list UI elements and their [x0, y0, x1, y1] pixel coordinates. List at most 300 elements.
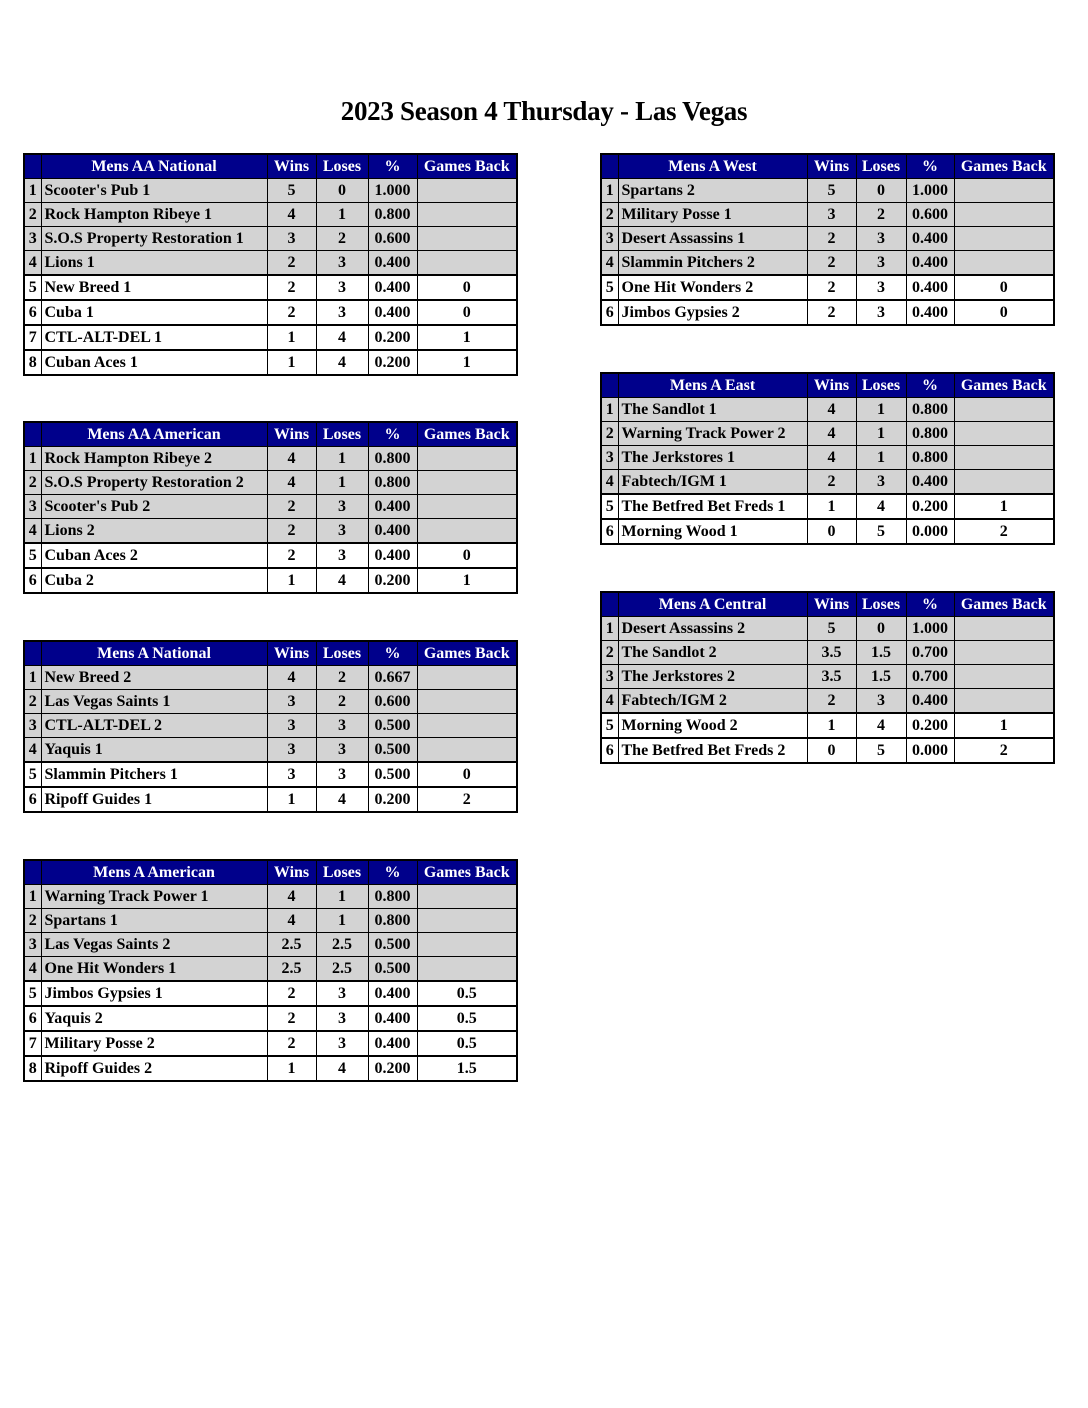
loses-header: Loses — [316, 860, 368, 885]
team-name: Spartans 1 — [41, 909, 267, 933]
standings-row — [24, 325, 517, 350]
rank-cell: 1 — [24, 666, 41, 690]
pct-cell: 0.400 — [906, 300, 954, 325]
pct-cell: 0.600 — [906, 203, 954, 227]
wins-cell: 4 — [267, 909, 316, 933]
standings-row — [601, 422, 1054, 446]
wins-cell: 2 — [267, 543, 316, 568]
rank-cell: 6 — [601, 300, 618, 325]
wins-header: Wins — [807, 154, 856, 179]
wins-cell: 3 — [267, 690, 316, 714]
games-back-cell — [954, 689, 1054, 714]
standings-row — [24, 738, 517, 763]
standings-row — [24, 981, 517, 1006]
rank-cell: 3 — [601, 227, 618, 251]
games-back-cell: 0 — [417, 543, 517, 568]
pct-cell: 0.600 — [368, 227, 417, 251]
rank-cell: 4 — [24, 738, 41, 763]
standings-row — [24, 179, 517, 203]
pct-cell: 1.000 — [906, 179, 954, 203]
games-back-cell: 0 — [954, 275, 1054, 300]
standings-row — [601, 617, 1054, 641]
rank-cell: 2 — [601, 203, 618, 227]
rank-cell: 2 — [24, 471, 41, 495]
wins-cell: 1 — [267, 787, 316, 812]
standings-row — [601, 227, 1054, 251]
pct-cell: 0.400 — [368, 1006, 417, 1031]
wins-cell: 1 — [267, 325, 316, 350]
standings-row — [601, 470, 1054, 495]
games-back-cell — [954, 641, 1054, 665]
rank-cell: 3 — [601, 665, 618, 689]
pct-cell: 0.400 — [368, 519, 417, 544]
pct-cell: 0.400 — [906, 251, 954, 276]
team-name: Yaquis 2 — [41, 1006, 267, 1031]
rank-cell: 3 — [24, 227, 41, 251]
rank-cell: 4 — [601, 251, 618, 276]
team-name: Ripoff Guides 2 — [41, 1056, 267, 1081]
wins-cell: 4 — [267, 203, 316, 227]
wins-cell: 3.5 — [807, 641, 856, 665]
loses-cell: 3 — [856, 689, 906, 714]
team-name: Slammin Pitchers 2 — [618, 251, 807, 276]
wins-cell: 2 — [807, 227, 856, 251]
team-name: Cuban Aces 2 — [41, 543, 267, 568]
rank-header — [601, 154, 618, 179]
rank-header — [24, 154, 41, 179]
standings-row — [601, 203, 1054, 227]
wins-cell: 1 — [267, 568, 316, 593]
wins-header: Wins — [267, 641, 316, 666]
games-back-cell — [417, 447, 517, 471]
rank-header — [601, 373, 618, 398]
loses-cell: 3 — [316, 1031, 368, 1056]
rank-header — [601, 592, 618, 617]
pct-header: % — [368, 154, 417, 179]
games-back-cell — [954, 227, 1054, 251]
team-name: Yaquis 1 — [41, 738, 267, 763]
wins-cell: 2 — [267, 1031, 316, 1056]
pct-cell: 1.000 — [906, 617, 954, 641]
pct-cell: 0.800 — [368, 885, 417, 909]
pct-cell: 0.800 — [906, 446, 954, 470]
rank-cell: 5 — [24, 543, 41, 568]
games-back-cell — [417, 957, 517, 982]
standings-table-mens-a-west — [600, 153, 1055, 326]
loses-cell: 3 — [316, 519, 368, 544]
wins-header: Wins — [267, 422, 316, 447]
pct-cell: 0.400 — [906, 470, 954, 495]
games-back-cell — [954, 446, 1054, 470]
wins-header: Wins — [807, 592, 856, 617]
division-name: Mens AA National — [41, 154, 267, 179]
loses-cell: 0 — [316, 179, 368, 203]
division-name: Mens AA American — [41, 422, 267, 447]
standings-row — [24, 787, 517, 812]
team-name: The Sandlot 2 — [618, 641, 807, 665]
loses-cell: 4 — [316, 325, 368, 350]
rank-cell: 5 — [24, 275, 41, 300]
games-back-cell — [417, 714, 517, 738]
standings-row — [24, 227, 517, 251]
rank-cell: 7 — [24, 325, 41, 350]
games-back-cell: 0.5 — [417, 981, 517, 1006]
games-back-cell — [954, 665, 1054, 689]
team-name: Lions 1 — [41, 251, 267, 276]
standings-row — [601, 300, 1054, 325]
pct-cell: 0.500 — [368, 714, 417, 738]
rank-cell: 4 — [24, 251, 41, 276]
loses-header: Loses — [316, 422, 368, 447]
rank-cell: 6 — [24, 568, 41, 593]
standings-row — [24, 1031, 517, 1056]
loses-cell: 4 — [316, 1056, 368, 1081]
rank-cell: 4 — [601, 689, 618, 714]
rank-cell: 6 — [24, 787, 41, 812]
pct-cell: 0.667 — [368, 666, 417, 690]
loses-cell: 1.5 — [856, 641, 906, 665]
games-back-cell — [417, 251, 517, 276]
wins-cell: 2 — [807, 300, 856, 325]
wins-cell: 2 — [267, 495, 316, 519]
loses-cell: 3 — [856, 227, 906, 251]
standings-row — [24, 203, 517, 227]
wins-cell: 4 — [807, 398, 856, 422]
loses-cell: 0 — [856, 617, 906, 641]
wins-cell: 1 — [807, 713, 856, 738]
games-back-cell — [954, 617, 1054, 641]
rank-cell: 5 — [24, 762, 41, 787]
loses-cell: 4 — [856, 713, 906, 738]
rank-cell: 4 — [24, 519, 41, 544]
loses-cell: 5 — [856, 738, 906, 763]
games-back-cell — [417, 738, 517, 763]
rank-cell: 5 — [601, 494, 618, 519]
pct-cell: 0.400 — [368, 543, 417, 568]
pct-cell: 0.400 — [368, 300, 417, 325]
team-name: Military Posse 1 — [618, 203, 807, 227]
team-name: Spartans 2 — [618, 179, 807, 203]
team-name: S.O.S Property Restoration 2 — [41, 471, 267, 495]
standings-row — [24, 909, 517, 933]
wins-cell: 2 — [267, 251, 316, 276]
team-name: Las Vegas Saints 2 — [41, 933, 267, 957]
games-back-cell: 0 — [954, 300, 1054, 325]
rank-cell: 6 — [24, 300, 41, 325]
games-back-header: Games Back — [417, 422, 517, 447]
team-name: Morning Wood 1 — [618, 519, 807, 544]
team-name: Warning Track Power 2 — [618, 422, 807, 446]
rank-cell: 5 — [601, 713, 618, 738]
team-name: Ripoff Guides 1 — [41, 787, 267, 812]
standings-row — [601, 738, 1054, 763]
pct-cell: 0.800 — [368, 909, 417, 933]
wins-cell: 2 — [267, 300, 316, 325]
standings-row — [601, 641, 1054, 665]
wins-cell: 3.5 — [807, 665, 856, 689]
rank-cell: 2 — [24, 203, 41, 227]
wins-cell: 2 — [267, 519, 316, 544]
division-name: Mens A National — [41, 641, 267, 666]
loses-cell: 1 — [316, 203, 368, 227]
games-back-cell: 0 — [417, 300, 517, 325]
wins-cell: 1 — [267, 1056, 316, 1081]
pct-cell: 0.200 — [368, 325, 417, 350]
standings-row — [24, 1006, 517, 1031]
rank-cell: 4 — [601, 470, 618, 495]
standings-row — [24, 350, 517, 375]
wins-cell: 2 — [267, 275, 316, 300]
pct-cell: 0.400 — [368, 1031, 417, 1056]
rank-cell: 8 — [24, 1056, 41, 1081]
standings-row — [24, 714, 517, 738]
standings-table-mens-a-national — [23, 640, 518, 813]
games-back-cell — [954, 470, 1054, 495]
games-back-cell: 0.5 — [417, 1006, 517, 1031]
loses-cell: 4 — [316, 787, 368, 812]
pct-cell: 0.700 — [906, 641, 954, 665]
wins-cell: 5 — [267, 179, 316, 203]
team-name: Cuban Aces 1 — [41, 350, 267, 375]
team-name: Las Vegas Saints 1 — [41, 690, 267, 714]
pct-header: % — [906, 154, 954, 179]
loses-cell: 3 — [316, 251, 368, 276]
loses-cell: 3 — [316, 300, 368, 325]
loses-cell: 2 — [316, 666, 368, 690]
team-name: S.O.S Property Restoration 1 — [41, 227, 267, 251]
wins-cell: 2 — [807, 689, 856, 714]
pct-header: % — [368, 422, 417, 447]
loses-cell: 4 — [856, 494, 906, 519]
pct-cell: 0.200 — [906, 494, 954, 519]
team-name: Slammin Pitchers 1 — [41, 762, 267, 787]
wins-cell: 2 — [807, 470, 856, 495]
loses-cell: 1 — [856, 422, 906, 446]
wins-cell: 4 — [807, 446, 856, 470]
games-back-cell — [954, 179, 1054, 203]
team-name: Desert Assassins 1 — [618, 227, 807, 251]
wins-cell: 1 — [807, 494, 856, 519]
games-back-cell — [417, 179, 517, 203]
pct-cell: 0.200 — [368, 787, 417, 812]
wins-header: Wins — [267, 154, 316, 179]
games-back-cell: 1 — [417, 350, 517, 375]
team-name: CTL-ALT-DEL 1 — [41, 325, 267, 350]
pct-cell: 0.400 — [368, 251, 417, 276]
loses-cell: 4 — [316, 350, 368, 375]
rank-cell: 1 — [601, 617, 618, 641]
games-back-cell: 0 — [417, 762, 517, 787]
games-back-cell: 1 — [954, 713, 1054, 738]
standings-row — [24, 251, 517, 276]
division-name: Mens A American — [41, 860, 267, 885]
standings-row — [24, 1056, 517, 1081]
loses-cell: 3 — [856, 470, 906, 495]
division-name: Mens A East — [618, 373, 807, 398]
games-back-header: Games Back — [954, 373, 1054, 398]
rank-cell: 1 — [601, 179, 618, 203]
team-name: New Breed 1 — [41, 275, 267, 300]
rank-cell: 4 — [24, 957, 41, 982]
games-back-cell — [417, 203, 517, 227]
pct-cell: 0.500 — [368, 738, 417, 763]
wins-cell: 4 — [267, 471, 316, 495]
pct-cell: 0.000 — [906, 519, 954, 544]
wins-cell: 3 — [267, 227, 316, 251]
page-title: 2023 Season 4 Thursday - Las Vegas — [340, 96, 748, 126]
pct-cell: 0.800 — [368, 447, 417, 471]
pct-cell: 0.700 — [906, 665, 954, 689]
games-back-cell — [417, 933, 517, 957]
pct-header: % — [906, 373, 954, 398]
games-back-header: Games Back — [417, 154, 517, 179]
rank-header — [24, 641, 41, 666]
loses-header: Loses — [316, 154, 368, 179]
pct-header: % — [368, 860, 417, 885]
standings-row — [601, 251, 1054, 276]
wins-cell: 2.5 — [267, 957, 316, 982]
loses-cell: 3 — [316, 275, 368, 300]
standings-row — [601, 446, 1054, 470]
games-back-header: Games Back — [417, 641, 517, 666]
standings-row — [24, 885, 517, 909]
rank-cell: 3 — [24, 933, 41, 957]
standings-table-mens-a-central — [600, 591, 1055, 764]
pct-cell: 0.200 — [368, 568, 417, 593]
pct-cell: 0.500 — [368, 933, 417, 957]
games-back-cell: 1 — [417, 568, 517, 593]
pct-cell: 0.400 — [368, 495, 417, 519]
games-back-cell: 2 — [954, 519, 1054, 544]
loses-cell: 1 — [316, 447, 368, 471]
loses-cell: 2.5 — [316, 957, 368, 982]
pct-cell: 0.800 — [368, 471, 417, 495]
wins-cell: 2 — [267, 981, 316, 1006]
pct-cell: 0.200 — [368, 350, 417, 375]
loses-cell: 1 — [316, 885, 368, 909]
loses-cell: 1 — [856, 398, 906, 422]
wins-header: Wins — [267, 860, 316, 885]
wins-cell: 5 — [807, 617, 856, 641]
team-name: Fabtech/IGM 2 — [618, 689, 807, 714]
pct-cell: 0.500 — [368, 957, 417, 982]
rank-cell: 3 — [24, 714, 41, 738]
wins-cell: 0 — [807, 738, 856, 763]
loses-cell: 1 — [856, 446, 906, 470]
standings-row — [24, 519, 517, 544]
loses-cell: 3 — [316, 762, 368, 787]
team-name: The Jerkstores 1 — [618, 446, 807, 470]
loses-cell: 2.5 — [316, 933, 368, 957]
team-name: Rock Hampton Ribeye 1 — [41, 203, 267, 227]
loses-header: Loses — [856, 154, 906, 179]
team-name: Scooter's Pub 2 — [41, 495, 267, 519]
games-back-cell: 2 — [954, 738, 1054, 763]
pct-cell: 0.800 — [906, 398, 954, 422]
rank-header — [24, 860, 41, 885]
rank-cell: 5 — [24, 981, 41, 1006]
team-name: Jimbos Gypsies 2 — [618, 300, 807, 325]
loses-cell: 2 — [316, 690, 368, 714]
loses-cell: 3 — [856, 275, 906, 300]
loses-header: Loses — [856, 592, 906, 617]
standings-table-mens-aa-national — [23, 153, 518, 376]
rank-cell: 1 — [601, 398, 618, 422]
rank-cell: 6 — [601, 519, 618, 544]
team-name: The Sandlot 1 — [618, 398, 807, 422]
team-name: Warning Track Power 1 — [41, 885, 267, 909]
loses-cell: 3 — [316, 981, 368, 1006]
games-back-cell — [417, 495, 517, 519]
pct-cell: 0.400 — [368, 275, 417, 300]
loses-cell: 3 — [856, 251, 906, 276]
pct-cell: 0.200 — [368, 1056, 417, 1081]
standings-row — [24, 471, 517, 495]
rank-cell: 8 — [24, 350, 41, 375]
team-name: Fabtech/IGM 1 — [618, 470, 807, 495]
games-back-header: Games Back — [417, 860, 517, 885]
standings-row — [24, 690, 517, 714]
loses-cell: 1 — [316, 471, 368, 495]
rank-cell: 7 — [24, 1031, 41, 1056]
standings-row — [24, 762, 517, 787]
pct-cell: 0.600 — [368, 690, 417, 714]
games-back-cell — [954, 422, 1054, 446]
games-back-cell — [417, 690, 517, 714]
pct-cell: 0.400 — [906, 689, 954, 714]
division-name: Mens A Central — [618, 592, 807, 617]
team-name: Morning Wood 2 — [618, 713, 807, 738]
games-back-cell: 1 — [417, 325, 517, 350]
wins-cell: 3 — [807, 203, 856, 227]
wins-header: Wins — [807, 373, 856, 398]
standings-row — [24, 957, 517, 982]
team-name: Cuba 2 — [41, 568, 267, 593]
rank-cell: 3 — [24, 495, 41, 519]
pct-header: % — [906, 592, 954, 617]
division-name: Mens A West — [618, 154, 807, 179]
games-back-cell — [954, 398, 1054, 422]
loses-cell: 2 — [856, 203, 906, 227]
wins-cell: 4 — [267, 666, 316, 690]
games-back-cell — [417, 471, 517, 495]
standings-table-mens-aa-american — [23, 421, 518, 594]
games-back-header: Games Back — [954, 154, 1054, 179]
team-name: One Hit Wonders 2 — [618, 275, 807, 300]
pct-cell: 0.400 — [906, 227, 954, 251]
team-name: Jimbos Gypsies 1 — [41, 981, 267, 1006]
loses-cell: 3 — [316, 495, 368, 519]
standings-row — [601, 713, 1054, 738]
games-back-cell — [417, 909, 517, 933]
standings-row — [601, 519, 1054, 544]
loses-header: Loses — [316, 641, 368, 666]
standings-row — [24, 300, 517, 325]
pct-header: % — [368, 641, 417, 666]
games-back-cell: 1.5 — [417, 1056, 517, 1081]
loses-cell: 5 — [856, 519, 906, 544]
loses-cell: 3 — [316, 738, 368, 763]
wins-cell: 5 — [807, 179, 856, 203]
team-name: The Jerkstores 2 — [618, 665, 807, 689]
team-name: CTL-ALT-DEL 2 — [41, 714, 267, 738]
rank-cell: 2 — [24, 690, 41, 714]
standings-row — [24, 933, 517, 957]
loses-header: Loses — [856, 373, 906, 398]
wins-cell: 3 — [267, 714, 316, 738]
standings-row — [24, 275, 517, 300]
standings-table-mens-a-east — [600, 372, 1055, 545]
